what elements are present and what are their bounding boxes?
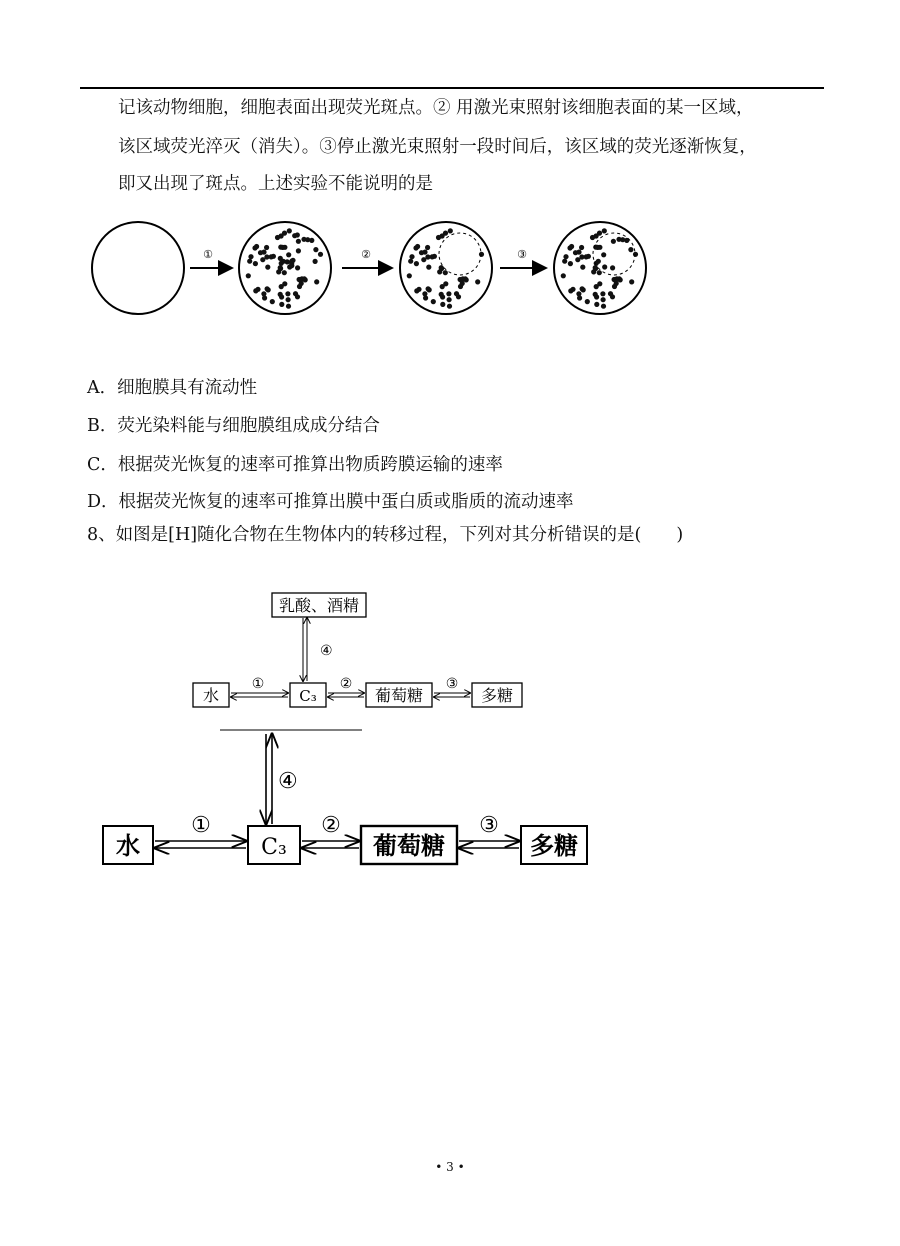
label-step4-large: ④ (278, 769, 298, 794)
label-step1-large: ① (191, 813, 211, 838)
label-polysaccharide: 多糖 (480, 686, 514, 705)
step-label-1: ① (203, 248, 213, 261)
label-glucose-large: 葡萄糖 (373, 831, 445, 860)
step-label-3: ③ (517, 248, 527, 261)
label-step3-small: ③ (445, 676, 459, 692)
page-number: • 3 • (435, 1160, 465, 1174)
option-c: C．根据荧光恢复的速率可推算出物质跨膜运输的速率 (87, 455, 503, 475)
label-glucose: 葡萄糖 (374, 686, 424, 705)
label-step2-large: ② (321, 813, 341, 838)
option-d: D．根据荧光恢复的速率可推算出膜中蛋白质或脂质的流动速率 (87, 492, 574, 512)
label-step2-small: ② (339, 676, 353, 692)
label-c3-large: C₃ (261, 835, 287, 860)
label-polysaccharide-large: 多糖 (530, 831, 578, 860)
paragraph-line-1: 记该动物细胞，细胞表面出现荧光斑点。② 用激光束照射该细胞表面的某一区域， (118, 98, 754, 118)
option-b: B．荧光染料能与细胞膜组成成分结合 (87, 416, 380, 436)
cell-recovered (554, 222, 646, 314)
header-rule (80, 87, 824, 89)
option-a: A．细胞膜具有流动性 (87, 378, 258, 398)
label-c3: C₃ (299, 687, 317, 705)
cell-quenched (400, 222, 492, 314)
hydrogen-transfer-diagram-large (95, 730, 605, 880)
cell-labeled (239, 222, 331, 314)
step-label-2: ② (361, 248, 371, 261)
label-step3-large: ③ (479, 813, 499, 838)
cell-fluorescence-figure (80, 210, 680, 330)
label-water: 水 (202, 686, 220, 705)
label-step4-small: ④ (320, 643, 333, 659)
cell-unlabeled (92, 222, 184, 314)
label-step1-small: ① (251, 676, 265, 692)
label-lactic-alcohol: 乳酸、酒精 (278, 596, 360, 615)
paragraph-line-2: 该区域荧光淬灭（消失）。③停止激光束照射一段时间后，该区域的荧光逐渐恢复， (118, 137, 757, 157)
paragraph-line-3: 即又出现了斑点。上述实验不能说明的是 (118, 174, 433, 194)
hydrogen-transfer-diagram-small (180, 585, 540, 735)
label-water-large: 水 (116, 831, 140, 860)
question-8: 8、如图是[H]随化合物在生物体内的转移过程，下列对其分析错误的是( ) (87, 525, 684, 545)
